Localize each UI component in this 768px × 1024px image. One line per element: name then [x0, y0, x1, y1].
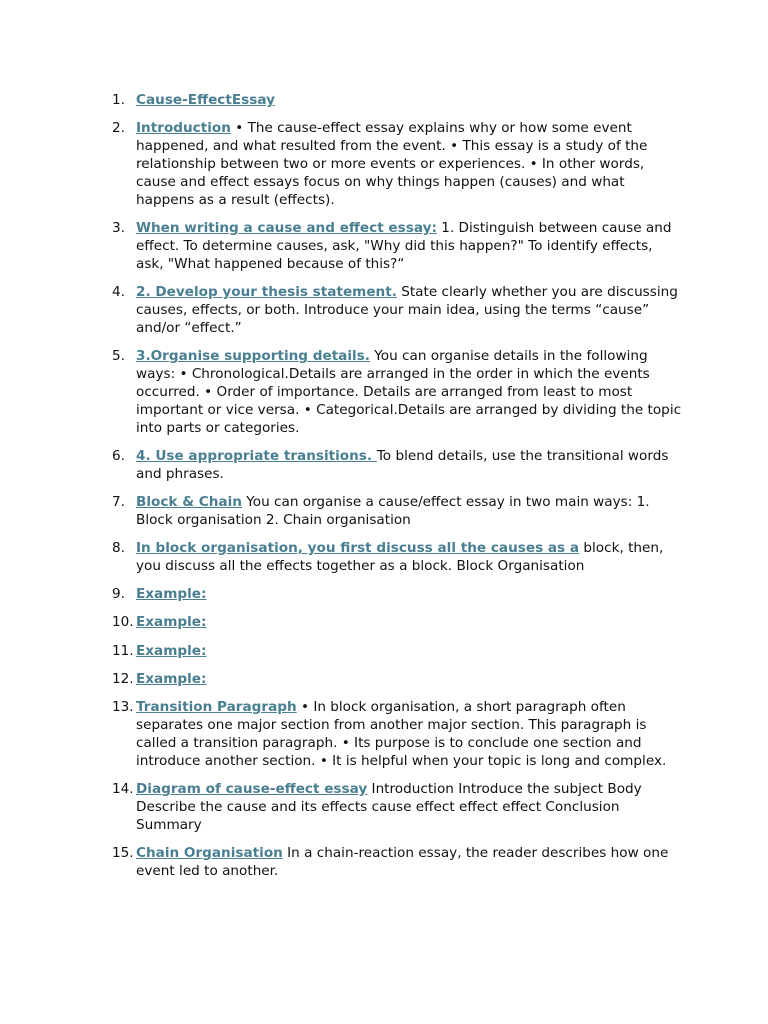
list-item	[112, 699, 684, 771]
item-number: 5.	[112, 348, 125, 365]
item-number: 2.	[112, 120, 125, 137]
item-link[interactable]: 2. Develop your thesis statement.	[136, 284, 397, 301]
item-number: 15.	[112, 844, 134, 861]
item-link[interactable]: Transition Paragraph	[136, 699, 297, 716]
item-text: • The cause-effect essay explains why or how some event happened, and what resulted from the event. • This essay is a study of the relationship between two or more events or experiences. • In other words, cause and effect essays focus on why things happen (causes) and what happens as a result (effects).	[136, 120, 648, 208]
item-number: 13.	[112, 699, 134, 716]
list-item	[112, 284, 684, 338]
item-number: 6.	[112, 447, 125, 464]
item-number: 14.	[112, 780, 134, 797]
list-item	[112, 494, 684, 530]
item-link[interactable]: Example:	[136, 670, 207, 687]
item-link[interactable]: 4. Use appropriate transitions.	[136, 447, 377, 464]
list-item	[112, 614, 684, 632]
item-text: Introduction Introduce the subject Body Describe the cause and its effects cause effect effect effect Conclusion Summary	[136, 780, 642, 833]
list-item	[112, 643, 684, 661]
list-item	[112, 671, 684, 689]
item-link[interactable]: Diagram of cause-effect essay	[136, 780, 368, 797]
item-link[interactable]: Block & Chain	[136, 494, 242, 510]
numbered-list	[112, 92, 684, 891]
item-text: 1. Distinguish between cause and effect. To determine causes, ask, "Why did this happen?" To identify effects, ask, "What happened because of this?“	[136, 220, 672, 272]
list-item	[112, 586, 684, 604]
list-item	[112, 92, 684, 110]
item-text: State clearly whether you are discussing causes, effects, or both. Introduce your main idea, using the terms “cause” and/or “effect.”	[136, 284, 678, 336]
list-item	[112, 540, 684, 576]
item-number: 12.	[112, 670, 134, 687]
item-link[interactable]: Cause-EffectEssay	[136, 92, 275, 108]
item-number: 11.	[112, 642, 134, 659]
item-number: 9.	[112, 586, 125, 603]
item-number: 7.	[112, 494, 125, 510]
item-text: In a chain-reaction essay, the reader describes how one event led to another.	[136, 844, 669, 879]
item-number: 8.	[112, 540, 125, 557]
item-text: You can organise a cause/effect essay in two main ways: 1. Block organisation 2. Chain organisation	[136, 494, 650, 528]
item-link[interactable]: Introduction	[136, 120, 231, 137]
list-item	[112, 448, 684, 484]
list-item	[112, 348, 684, 438]
item-link[interactable]: Example:	[136, 586, 207, 603]
item-number: 10.	[112, 614, 134, 631]
item-text: block, then, you discuss all the effects together as a block. Block Organisation	[136, 540, 664, 575]
list-item	[112, 845, 684, 881]
item-link[interactable]: Example:	[136, 642, 207, 659]
item-text: To blend details, use the transitional words and phrases.	[136, 447, 669, 482]
item-link[interactable]: Example:	[136, 614, 207, 631]
item-number: 3.	[112, 220, 125, 237]
list-item	[112, 781, 684, 835]
item-link[interactable]: Chain Organisation	[136, 844, 283, 861]
item-link[interactable]: In block organisation, you first discuss all the causes as a	[136, 540, 580, 557]
list-item	[112, 220, 684, 274]
item-link[interactable]: When writing a cause and effect essay:	[136, 220, 437, 237]
item-text: • In block organisation, a short paragraph often separates one major section from another major section. This paragraph is called a transition paragraph. • Its purpose is to conclude one section and introduce another section. • It is helpful when your topic is long and complex.	[136, 699, 667, 769]
item-number: 1.	[112, 92, 125, 108]
list-item	[112, 120, 684, 210]
item-text: You can organise details in the following ways: • Chronological.Details are arranged in the order in which the events occurred. • Order of importance. Details are arranged from least to most important or vice versa. • Categorical.Details are arranged by dividing the topic into parts or categories.	[136, 348, 682, 436]
item-number: 4.	[112, 284, 125, 301]
item-link[interactable]: 3.Organise supporting details.	[136, 348, 370, 365]
